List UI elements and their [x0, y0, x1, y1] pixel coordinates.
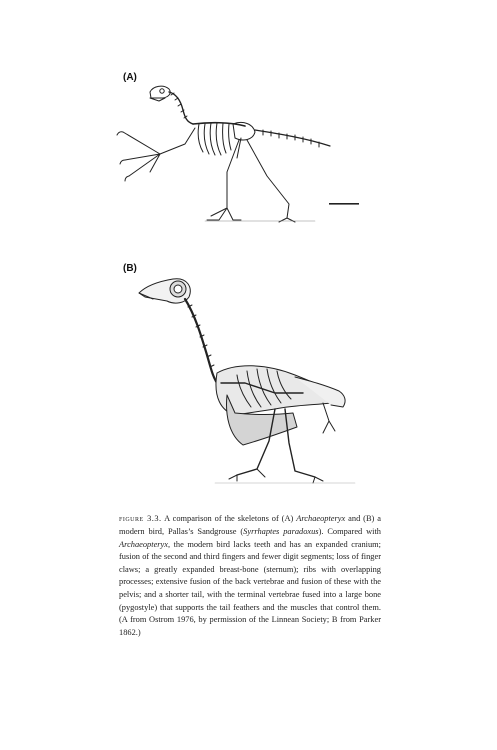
panel-b-label: (B) — [123, 263, 137, 274]
figure-caption — [119, 513, 381, 639]
caption-italic-3: Archaeopteryx — [119, 539, 168, 549]
figure-number: figure 3.3. — [119, 514, 162, 524]
caption-italic-1: Archaeopteryx — [296, 514, 346, 524]
archaeopteryx-skeleton-illustration — [115, 80, 375, 230]
caption-text-1: A comparison of the skeletons of (A) — [161, 514, 297, 524]
caption-italic-2: Syrrhaptes paradoxus — [243, 526, 319, 536]
sandgrouse-skeleton-illustration — [125, 265, 365, 495]
caption-text-4: , the modern bird lacks teeth and has an expanded cranium; fusion of the second and third fingers and fewer digit segments; loss of finger claws; a greatly expanded breast-bone (sternum); ribs with overlapping processes; extensive fusion of the back vertebrae and fusion of these with the pelvis; and a shorter tail, with the terminal vertebrae fused into a large bone (pygostyle) that supports the tail feathers and the muscles that control them. (A from Ostrom 1976, by permission of the Linnean Society; B from Parker 1862.) — [119, 539, 381, 637]
panel-a-label: (A) — [123, 72, 137, 83]
caption-text-3: ). Compared with — [318, 526, 381, 536]
caption-text-2: and (B) a modern bird, Pallas’s Sandgrouse ( — [119, 514, 381, 536]
